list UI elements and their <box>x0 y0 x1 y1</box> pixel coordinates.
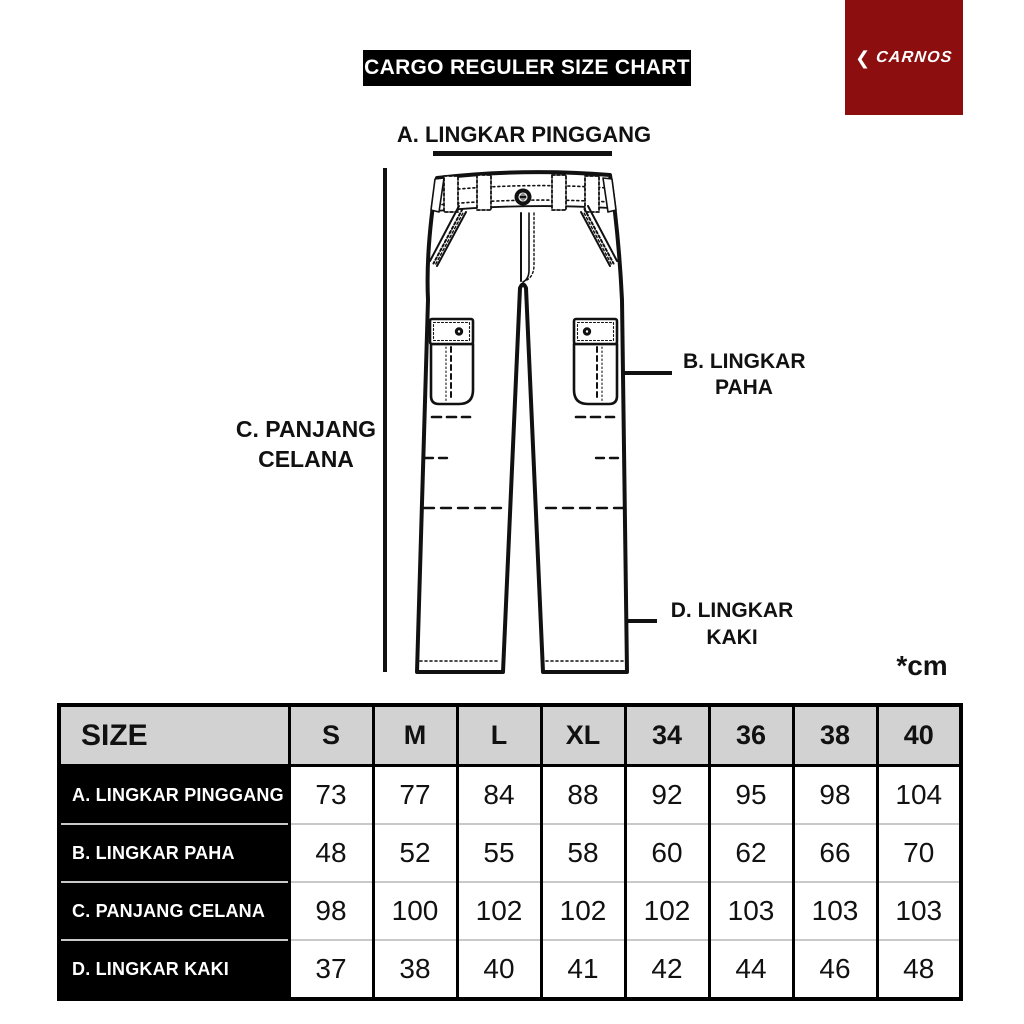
cell-value: 92 <box>625 766 709 825</box>
unit-note: *cm <box>896 650 948 681</box>
label-lingkar-kaki <box>663 597 801 651</box>
cell-value: 104 <box>877 766 961 825</box>
cell-value: 98 <box>289 882 373 940</box>
header-cell-size: SIZE <box>59 705 289 766</box>
cell-value: 55 <box>457 824 541 882</box>
header-cell-38: 38 <box>793 705 877 766</box>
cell-value: 38 <box>373 940 457 999</box>
table-row <box>59 940 961 999</box>
cell-value: 102 <box>625 882 709 940</box>
brand-chevron-icon: ❮ <box>855 47 871 68</box>
header-cell-36: 36 <box>709 705 793 766</box>
cell-value: 98 <box>793 766 877 825</box>
header-cell-s: S <box>289 705 373 766</box>
measure-line-waist <box>433 151 612 156</box>
table-row <box>59 882 961 940</box>
cell-value: 77 <box>373 766 457 825</box>
cell-value: 103 <box>709 882 793 940</box>
cell-value: 37 <box>289 940 373 999</box>
row-label: A. LINGKAR PINGGANG <box>59 766 289 825</box>
page-title: CARGO REGULER SIZE CHART <box>363 50 691 86</box>
size-table <box>57 703 963 1001</box>
label-lingkar-pinggang: A. LINGKAR PINGGANG <box>396 122 652 147</box>
cell-value: 70 <box>877 824 961 882</box>
header-cell-34: 34 <box>625 705 709 766</box>
label-lingkar-kaki-line1: D. LINGKAR <box>670 599 794 622</box>
label-panjang-celana-line2: CELANA <box>258 446 354 472</box>
cell-value: 42 <box>625 940 709 999</box>
cell-value: 62 <box>709 824 793 882</box>
cell-value: 103 <box>793 882 877 940</box>
cell-value: 84 <box>457 766 541 825</box>
cell-value: 95 <box>709 766 793 825</box>
label-panjang-celana <box>230 414 382 474</box>
header-cell-l: L <box>457 705 541 766</box>
header-cell-40: 40 <box>877 705 961 766</box>
header-cell-m: M <box>373 705 457 766</box>
cell-value: 102 <box>541 882 625 940</box>
cell-value: 44 <box>709 940 793 999</box>
cell-value: 58 <box>541 824 625 882</box>
cell-value: 40 <box>457 940 541 999</box>
cell-value: 48 <box>289 824 373 882</box>
label-lingkar-kaki-line2: KAKI <box>706 626 758 649</box>
cell-value: 41 <box>541 940 625 999</box>
cell-value: 48 <box>877 940 961 999</box>
row-label: C. PANJANG CELANA <box>59 882 289 940</box>
cell-value: 88 <box>541 766 625 825</box>
table-row <box>59 824 961 882</box>
cell-value: 102 <box>457 882 541 940</box>
header-cell-xl: XL <box>541 705 625 766</box>
cell-value: 103 <box>877 882 961 940</box>
label-lingkar-paha-line1: B. LINGKAR <box>683 350 806 373</box>
cell-value: 100 <box>373 882 457 940</box>
cell-value: 52 <box>373 824 457 882</box>
cargo-pants-illustration <box>380 160 680 680</box>
cell-value: 46 <box>793 940 877 999</box>
cell-value: 73 <box>289 766 373 825</box>
row-label: D. LINGKAR KAKI <box>59 940 289 999</box>
brand-name: CARNOS <box>875 48 954 66</box>
brand-logo <box>845 0 963 115</box>
table-row <box>59 766 961 825</box>
label-lingkar-paha <box>683 349 805 401</box>
table-header-row <box>59 705 961 766</box>
cell-value: 60 <box>625 824 709 882</box>
row-label: B. LINGKAR PAHA <box>59 824 289 882</box>
label-lingkar-paha-line2: PAHA <box>715 376 773 399</box>
label-panjang-celana-line1: C. PANJANG <box>235 416 377 442</box>
cell-value: 66 <box>793 824 877 882</box>
